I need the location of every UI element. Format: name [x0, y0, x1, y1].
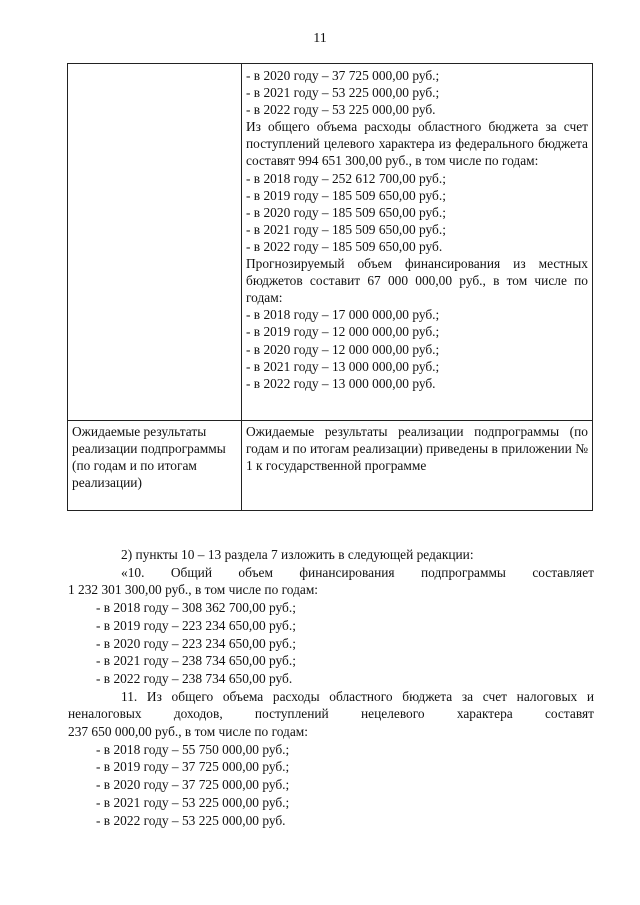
paragraph-11-first-line: 11. Из общего объема расходы областного бюджета за счет налоговых и — [121, 688, 594, 704]
year-amount: - в 2019 году – 185 509 650,00 руб.; — [246, 187, 446, 203]
year-amount: - в 2021 году – 185 509 650,00 руб.; — [246, 221, 446, 237]
year-amount: - в 2018 году – 308 362 700,00 руб.; — [96, 600, 296, 616]
paragraph-10-first-line: «10. Общий объем финансирования подпрограммы составляет — [121, 564, 594, 580]
item-2-heading: 2) пункты 10 – 13 раздела 7 изложить в следующей редакции: — [121, 547, 474, 562]
year-amount: - в 2021 году – 13 000 000,00 руб.; — [246, 358, 440, 374]
year-amount: - в 2021 году – 238 734 650,00 руб.; — [96, 653, 296, 669]
year-amount: - в 2018 году – 17 000 000,00 руб.; — [246, 307, 440, 323]
page-number: 11 — [313, 31, 327, 46]
paragraph-11-continuation: 237 650 000,00 руб., в том числе по годам: — [68, 724, 308, 740]
year-amount: - в 2019 году – 223 234 650,00 руб.; — [96, 617, 296, 633]
table-cell-funding — [242, 64, 593, 421]
paragraph-11-middle-line: неналоговых доходов, поступлений нецелевого характера составят — [68, 706, 594, 722]
year-amount: - в 2018 году – 252 612 700,00 руб.; — [246, 170, 446, 186]
paragraph-10-continuation: 1 232 301 300,00 руб., в том числе по годам: — [68, 582, 319, 598]
year-amount: - в 2022 году – 13 000 000,00 руб. — [246, 375, 436, 391]
year-amount: - в 2021 году – 53 225 000,00 руб.; — [246, 85, 440, 101]
year-amount: - в 2020 году – 37 725 000,00 руб.; — [246, 68, 440, 83]
table-cell-empty — [68, 64, 242, 421]
year-amount: - в 2021 году – 53 225 000,00 руб.; — [96, 794, 290, 810]
year-amount: - в 2022 году – 53 225 000,00 руб. — [246, 102, 436, 118]
year-amount: - в 2020 году – 37 725 000,00 руб.; — [96, 777, 290, 793]
year-amount: - в 2018 году – 55 750 000,00 руб.; — [96, 741, 290, 757]
year-amount: - в 2019 году – 37 725 000,00 руб.; — [96, 759, 290, 775]
table-row — [68, 421, 593, 511]
year-amount: - в 2022 году – 185 509 650,00 руб. — [246, 238, 443, 254]
budget-table — [67, 63, 593, 511]
regional-budget-intro: Из общего объема расходы областного бюджета за счет поступлений целевого характера из федерального бюджета составят 994 651 300,00 руб., в том числе по годам: — [246, 119, 588, 169]
expected-results-label: Ожидаемые результаты реализации подпрограммы (по годам и по итогам реализации) — [68, 421, 242, 511]
year-amount: - в 2020 году – 12 000 000,00 руб.; — [246, 341, 440, 357]
amendment-text — [68, 546, 594, 829]
table-row — [68, 64, 593, 421]
year-amount: - в 2019 году – 12 000 000,00 руб.; — [246, 324, 440, 340]
year-amount: - в 2020 году – 185 509 650,00 руб.; — [246, 204, 446, 220]
year-amount: - в 2022 году – 53 225 000,00 руб. — [96, 812, 286, 828]
year-amount: - в 2022 году – 238 734 650,00 руб. — [96, 670, 293, 686]
local-budget-intro: Прогнозируемый объем финансирования из местных бюджетов составит 67 000 000,00 руб., в том числе по годам: — [246, 256, 588, 306]
expected-results-text: Ожидаемые результаты реализации подпрограммы (по годам и по итогам реализации) приведены в приложении № 1 к государственной программе — [242, 421, 593, 511]
year-amount: - в 2020 году – 223 234 650,00 руб.; — [96, 635, 296, 651]
